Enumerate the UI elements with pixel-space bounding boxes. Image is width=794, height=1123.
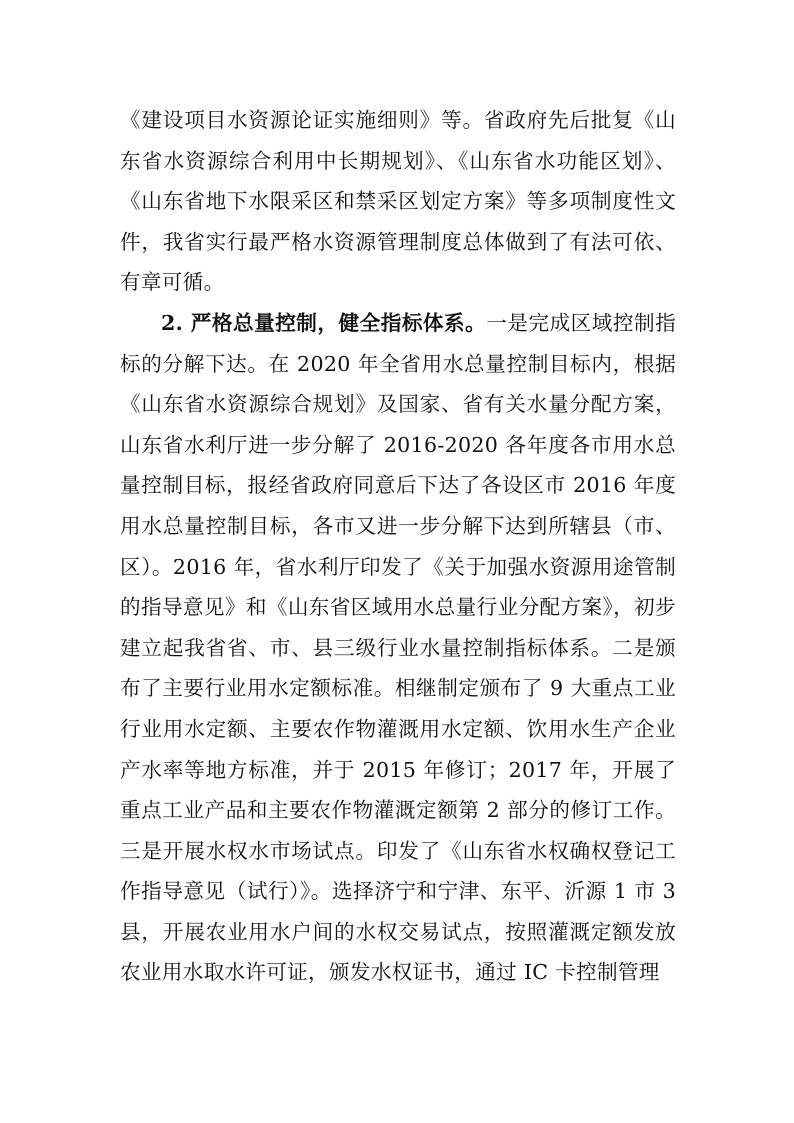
body-text	[120, 100, 676, 993]
paragraph-2-body: 一是完成区域控制指标的分解下达。在 2020 年全省用水总量控制目标内，根据《山东省水资源综合规划》及国家、省有关水量分配方案，山东省水利厅进一步分解了 2016-2020 各年度各市用水总量控制目标，报经省政府同意后下达了各设区市 2016 年度用水总量控制目标，各市又进一步分解下达到所辖县（市、区）。2016 年，省水利厅印发了《关于加强水资源用途管制的指导意见》和《山东省区域用水总量行业分配方案》，初步建立起我省省、市、县三级行业水量控制指标体系。二是颁布了主要行业用水定额标准。相继制定颁布了 9 大重点工业行业用水定额、主要农作物灌溉用水定额、饮用水生产企业产水率等地方标准，并于 2015 年修订；2017 年，开展了重点工业产品和主要农作物灌溉定额第 2 部分的修订工作。三是开展水权水市场试点。印发了《山东省水权确权登记工作指导意见（试行）》。选择济宁和宁津、东平、沂源 1 市 3 县，开展农业用水户间的水权交易试点，按照灌溉定额发放农业用水取水许可证，颁发水权证书，通过 IC 卡控制管理	[120, 310, 676, 985]
paragraph-2-heading: 2. 严格总量控制，健全指标体系。	[161, 310, 487, 335]
paragraph-1: 《建设项目水资源论证实施细则》等。省政府先后批复《山东省水资源综合利用中长期规划》、《山东省水功能区划》、《山东省地下水限采区和禁采区划定方案》等多项制度性文件，我省实行最严格水资源管理制度总体做到了有法可依、有章可循。	[120, 108, 676, 295]
paragraph-2	[120, 303, 676, 993]
